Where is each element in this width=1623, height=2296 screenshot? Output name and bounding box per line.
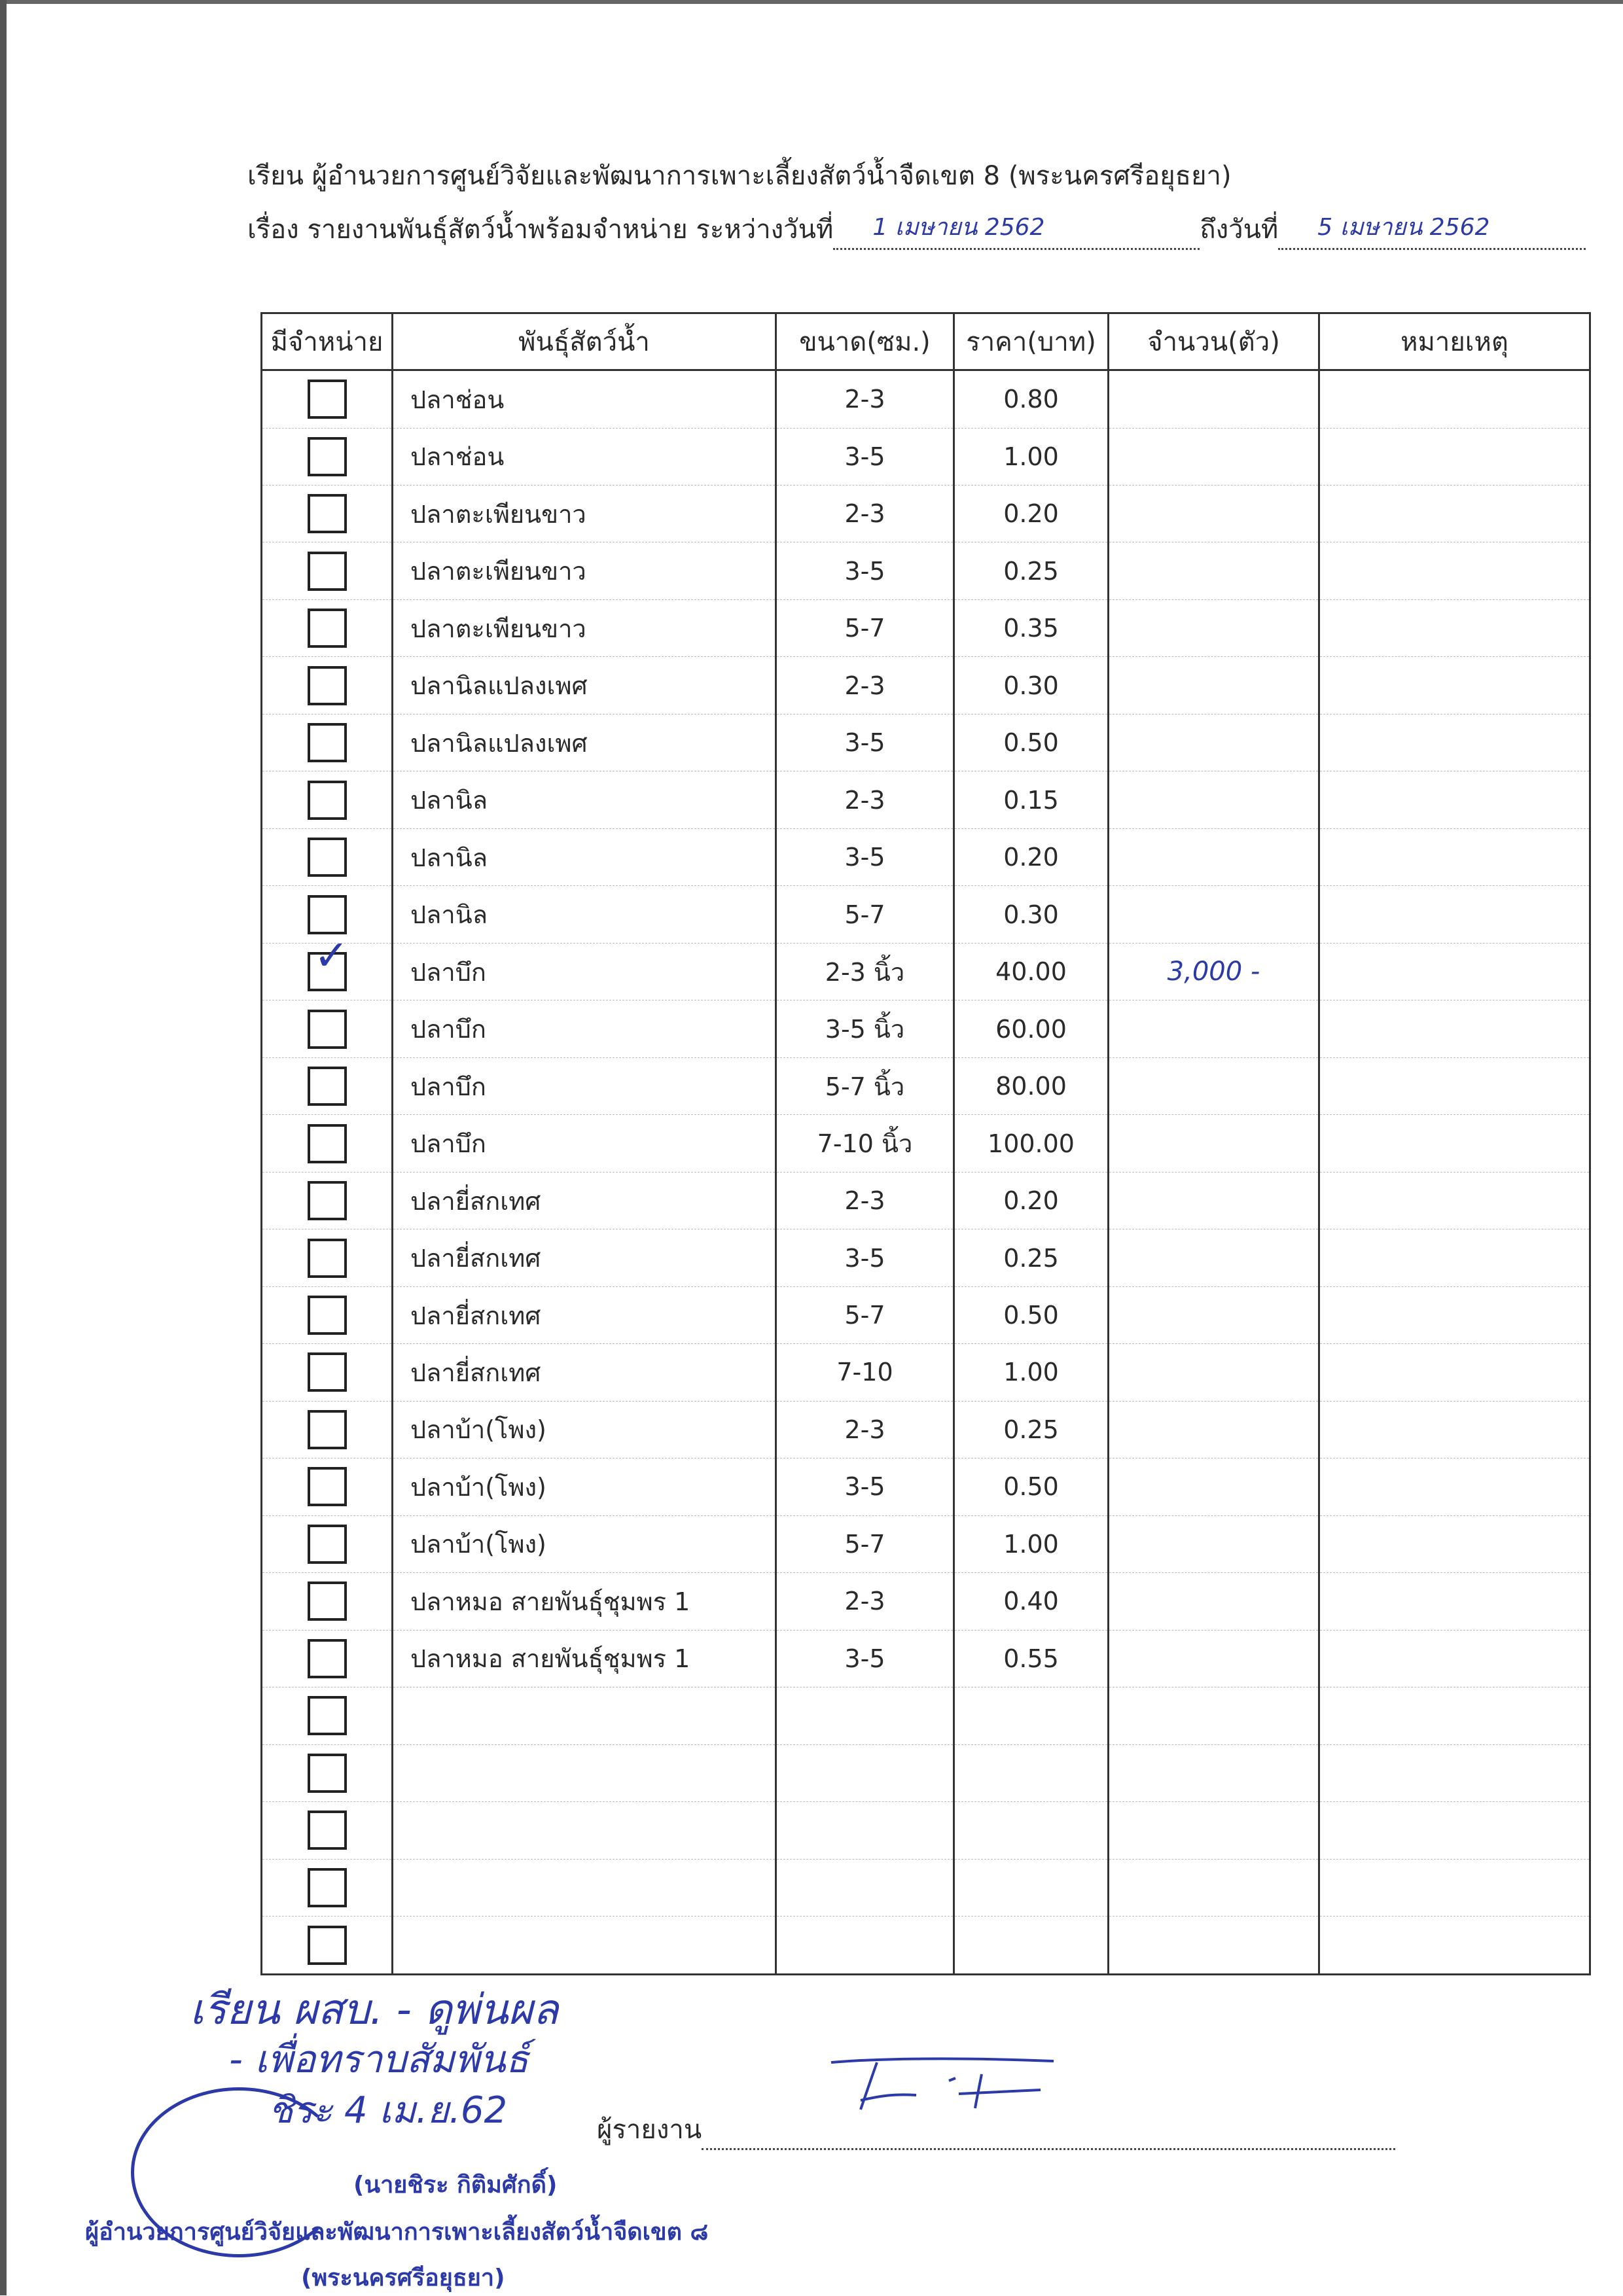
table-row <box>262 1859 1590 1916</box>
remarks-cell <box>1319 1401 1590 1458</box>
availability-cell <box>262 1515 393 1572</box>
price-cell <box>954 1859 1109 1916</box>
quantity-cell <box>1109 1172 1319 1229</box>
remarks-cell <box>1319 1000 1590 1057</box>
table-row <box>262 428 1590 485</box>
quantity-cell <box>1109 1057 1319 1114</box>
remarks-cell <box>1319 886 1590 943</box>
quantity-cell <box>1109 1401 1319 1458</box>
quantity-cell <box>1109 1515 1319 1572</box>
size-cell: 3-5 <box>776 714 954 771</box>
remarks-cell <box>1319 1916 1590 1975</box>
checkbox[interactable] <box>308 1639 347 1678</box>
price-cell: 1.00 <box>954 1344 1109 1401</box>
quantity-cell <box>1109 1115 1319 1172</box>
availability-cell <box>262 1458 393 1515</box>
quantity-cell <box>1109 771 1319 828</box>
size-cell: 5-7 <box>776 599 954 656</box>
size-cell: 2-3 <box>776 1401 954 1458</box>
checkbox[interactable] <box>308 1868 347 1907</box>
species-cell: ปลายี่สกเทศ <box>393 1286 776 1343</box>
quantity-cell <box>1109 1458 1319 1515</box>
table-row <box>262 943 1590 1000</box>
quantity-cell <box>1109 657 1319 714</box>
reporter-line <box>597 2108 1395 2150</box>
species-cell: ปลาตะเพียนขาว <box>393 599 776 656</box>
quantity-cell <box>1109 1802 1319 1859</box>
table-row <box>262 1172 1590 1229</box>
availability-cell <box>262 657 393 714</box>
table-row <box>262 1115 1590 1172</box>
remarks-cell <box>1319 657 1590 714</box>
page-top-edge <box>0 0 1623 4</box>
remarks-cell <box>1319 1057 1590 1114</box>
quantity-cell <box>1109 714 1319 771</box>
price-cell: 0.25 <box>954 542 1109 599</box>
checkbox[interactable] <box>308 552 347 591</box>
size-cell: 3-5 <box>776 428 954 485</box>
table-body <box>262 370 1590 1975</box>
stamp-name: (นายชิระ กิติมศักดิ์) <box>353 2172 558 2199</box>
table-row <box>262 828 1590 885</box>
remarks-cell <box>1319 1744 1590 1801</box>
availability-cell <box>262 1916 393 1975</box>
quantity-cell <box>1109 428 1319 485</box>
price-cell: 60.00 <box>954 1000 1109 1057</box>
size-cell: 2-3 <box>776 657 954 714</box>
species-cell: ปลาบ้า(โพง) <box>393 1515 776 1572</box>
table-row <box>262 599 1590 656</box>
availability-cell <box>262 1573 393 1630</box>
stamp-subtitle: (พระนครศรีอยุธยา) <box>301 2265 505 2291</box>
remarks-cell <box>1319 1515 1590 1572</box>
quantity-cell <box>1109 599 1319 656</box>
price-cell <box>954 1687 1109 1744</box>
availability-cell <box>262 1401 393 1458</box>
remarks-cell <box>1319 828 1590 885</box>
size-cell: 3-5 <box>776 1229 954 1286</box>
table-row <box>262 1458 1590 1515</box>
remarks-cell <box>1319 1687 1590 1744</box>
price-cell <box>954 1802 1109 1859</box>
table-header-row <box>262 313 1590 370</box>
checkbox[interactable] <box>308 1410 347 1449</box>
price-cell: 0.80 <box>954 370 1109 429</box>
species-cell: ปลานิล <box>393 886 776 943</box>
table-row <box>262 1000 1590 1057</box>
checkbox[interactable] <box>308 1467 347 1506</box>
approval-note-line-2: - เพื่อทราบสัมพันธ์ <box>229 2037 529 2081</box>
remarks-cell <box>1319 1630 1590 1687</box>
table-row <box>262 485 1590 542</box>
availability-cell <box>262 943 393 1000</box>
approval-note-line-1: เรียน ผสบ. - ดูพ่นผล <box>190 1986 559 2034</box>
species-cell: ปลานิล <box>393 771 776 828</box>
quantity-cell <box>1109 485 1319 542</box>
col-available: มีจำหน่าย <box>262 313 393 370</box>
checkbox[interactable] <box>308 380 347 419</box>
checkbox[interactable] <box>308 1296 347 1335</box>
checkbox[interactable] <box>308 1581 347 1621</box>
price-cell: 0.25 <box>954 1401 1109 1458</box>
remarks-cell <box>1319 599 1590 656</box>
table-row <box>262 1057 1590 1114</box>
species-cell: ปลาบึก <box>393 1000 776 1057</box>
table-row <box>262 1802 1590 1859</box>
checkbox[interactable] <box>308 437 347 476</box>
col-price: ราคา(บาท) <box>954 313 1109 370</box>
table-row <box>262 1401 1590 1458</box>
price-cell <box>954 1916 1109 1975</box>
species-cell <box>393 1744 776 1801</box>
price-cell: 0.20 <box>954 828 1109 885</box>
size-cell: 2-3 <box>776 1172 954 1229</box>
quantity-cell: 3,000 - <box>1109 943 1319 1000</box>
availability-cell <box>262 771 393 828</box>
availability-cell <box>262 714 393 771</box>
checkbox[interactable] <box>308 1352 347 1392</box>
approval-block <box>79 1976 709 2291</box>
availability-cell <box>262 828 393 885</box>
remarks-cell <box>1319 1115 1590 1172</box>
remarks-cell <box>1319 771 1590 828</box>
availability-cell <box>262 599 393 656</box>
col-remarks: หมายเหตุ <box>1319 313 1590 370</box>
remarks-cell <box>1319 485 1590 542</box>
size-cell: 2-3 <box>776 370 954 429</box>
price-cell: 1.00 <box>954 1515 1109 1572</box>
species-cell: ปลาบ้า(โพง) <box>393 1401 776 1458</box>
species-cell <box>393 1859 776 1916</box>
size-cell: 3-5 <box>776 542 954 599</box>
table-row <box>262 714 1590 771</box>
subject-line <box>247 208 1586 250</box>
table-row <box>262 1573 1590 1630</box>
availability-cell <box>262 1172 393 1229</box>
quantity-cell <box>1109 1229 1319 1286</box>
size-cell: 7-10 <box>776 1344 954 1401</box>
price-cell: 80.00 <box>954 1057 1109 1114</box>
price-cell: 0.40 <box>954 1573 1109 1630</box>
availability-cell <box>262 1000 393 1057</box>
checkbox[interactable] <box>308 1754 347 1793</box>
size-cell: 5-7 <box>776 1286 954 1343</box>
size-cell: 3-5 <box>776 1458 954 1515</box>
remarks-cell <box>1319 714 1590 771</box>
species-cell: ปลานิลแปลงเพศ <box>393 657 776 714</box>
remarks-cell <box>1319 1859 1590 1916</box>
price-cell: 0.30 <box>954 886 1109 943</box>
availability-cell <box>262 1229 393 1286</box>
availability-cell <box>262 542 393 599</box>
reporter-field <box>702 2125 1395 2150</box>
table-row <box>262 886 1590 943</box>
table-row <box>262 657 1590 714</box>
to-date-field <box>1278 214 1586 250</box>
price-cell: 0.30 <box>954 657 1109 714</box>
checkbox[interactable] <box>308 1181 347 1220</box>
availability-cell <box>262 1115 393 1172</box>
size-cell <box>776 1687 954 1744</box>
checkbox[interactable] <box>308 609 347 648</box>
price-cell <box>954 1744 1109 1801</box>
quantity-cell <box>1109 370 1319 429</box>
species-cell: ปลานิลแปลงเพศ <box>393 714 776 771</box>
quantity-cell <box>1109 1630 1319 1687</box>
checkbox[interactable] <box>308 494 347 533</box>
table-row <box>262 542 1590 599</box>
size-cell: 5-7 <box>776 1515 954 1572</box>
checkbox[interactable] <box>308 781 347 820</box>
table-row <box>262 1515 1590 1572</box>
quantity-cell <box>1109 886 1319 943</box>
remarks-cell <box>1319 370 1590 429</box>
remarks-cell <box>1319 1172 1590 1229</box>
price-cell: 1.00 <box>954 428 1109 485</box>
price-cell: 0.20 <box>954 485 1109 542</box>
addressee-line: เรียน ผู้อำนวยการศูนย์วิจัยและพัฒนาการเพาะเลี้ยงสัตว์น้ำจืดเขต 8 (พระนครศรีอยุธยา) <box>247 161 1232 191</box>
quantity-cell <box>1109 1744 1319 1801</box>
remarks-cell <box>1319 1458 1590 1515</box>
table-row <box>262 1229 1590 1286</box>
price-cell: 0.50 <box>954 1458 1109 1515</box>
checkbox-checked[interactable] <box>308 943 349 991</box>
table-row <box>262 1344 1590 1401</box>
col-species: พันธุ์สัตว์น้ำ <box>393 313 776 370</box>
remarks-cell <box>1319 1802 1590 1859</box>
species-cell: ปลาหมอ สายพันธุ์ชุมพร 1 <box>393 1573 776 1630</box>
remarks-cell <box>1319 428 1590 485</box>
species-cell: ปลาช่อน <box>393 428 776 485</box>
remarks-cell <box>1319 542 1590 599</box>
checkbox[interactable] <box>308 1010 347 1049</box>
quantity-cell <box>1109 1286 1319 1343</box>
price-cell: 40.00 <box>954 943 1109 1000</box>
quantity-cell <box>1109 542 1319 599</box>
quantity-cell <box>1109 1573 1319 1630</box>
checkbox[interactable] <box>308 1067 347 1106</box>
species-table <box>260 312 1591 1975</box>
size-cell: 2-3 นิ้ว <box>776 943 954 1000</box>
from-date-handwriting: 1 เมษายน 2562 <box>872 214 1045 241</box>
approval-signature: ชิระ 4 เม.ย.62 <box>268 2089 508 2132</box>
size-cell <box>776 1916 954 1975</box>
availability-cell <box>262 886 393 943</box>
table-row <box>262 771 1590 828</box>
size-cell <box>776 1802 954 1859</box>
size-cell: 2-3 <box>776 1573 954 1630</box>
species-cell: ปลาตะเพียนขาว <box>393 542 776 599</box>
availability-cell <box>262 1344 393 1401</box>
table-row <box>262 1687 1590 1744</box>
size-cell: 3-5 <box>776 828 954 885</box>
availability-cell <box>262 1802 393 1859</box>
checkbox[interactable] <box>308 1810 347 1850</box>
table-row <box>262 370 1590 429</box>
stamp-title: ผู้อำนวยการศูนย์วิจัยและพัฒนาการเพาะเลี้ยงสัตว์น้ำจืดเขต ๘ <box>85 2219 709 2246</box>
species-cell: ปลาบึก <box>393 943 776 1000</box>
quantity-cell <box>1109 1687 1319 1744</box>
size-cell: 2-3 <box>776 485 954 542</box>
species-cell: ปลาหมอ สายพันธุ์ชุมพร 1 <box>393 1630 776 1687</box>
species-cell: ปลายี่สกเทศ <box>393 1172 776 1229</box>
page-left-edge <box>0 0 7 2295</box>
availability-cell <box>262 485 393 542</box>
col-size: ขนาด(ซม.) <box>776 313 954 370</box>
size-cell <box>776 1744 954 1801</box>
availability-cell <box>262 1687 393 1744</box>
price-cell: 0.20 <box>954 1172 1109 1229</box>
size-cell: 3-5 นิ้ว <box>776 1000 954 1057</box>
species-cell <box>393 1916 776 1975</box>
size-cell: 7-10 นิ้ว <box>776 1115 954 1172</box>
to-date-handwriting: 5 เมษายน 2562 <box>1317 214 1490 241</box>
price-cell: 0.50 <box>954 1286 1109 1343</box>
checkbox[interactable] <box>308 895 347 934</box>
table-row <box>262 1630 1590 1687</box>
price-cell: 0.25 <box>954 1229 1109 1286</box>
checkbox[interactable] <box>308 838 347 877</box>
checkbox[interactable] <box>308 1525 347 1564</box>
species-cell: ปลายี่สกเทศ <box>393 1344 776 1401</box>
table-row <box>262 1916 1590 1975</box>
subject-prefix: เรื่อง รายงานพันธุ์สัตว์น้ำพร้อมจำหน่าย ระหว่างวันที่ <box>247 215 834 245</box>
species-cell: ปลาบึก <box>393 1057 776 1114</box>
size-cell: 5-7 นิ้ว <box>776 1057 954 1114</box>
checkbox[interactable] <box>308 1124 347 1163</box>
checkbox[interactable] <box>308 723 347 762</box>
species-cell: ปลานิล <box>393 828 776 885</box>
size-cell: 2-3 <box>776 771 954 828</box>
price-cell: 100.00 <box>954 1115 1109 1172</box>
quantity-cell <box>1109 1000 1319 1057</box>
from-date-field <box>833 214 1200 250</box>
check-mark-icon: ✓ <box>313 943 349 981</box>
species-cell <box>393 1687 776 1744</box>
species-cell <box>393 1802 776 1859</box>
quantity-cell <box>1109 1859 1319 1916</box>
quantity-cell <box>1109 828 1319 885</box>
size-cell <box>776 1859 954 1916</box>
species-cell: ปลาตะเพียนขาว <box>393 485 776 542</box>
remarks-cell <box>1319 943 1590 1000</box>
availability-cell <box>262 1744 393 1801</box>
species-cell: ปลาบึก <box>393 1115 776 1172</box>
checkbox[interactable] <box>308 1239 347 1278</box>
availability-cell <box>262 1630 393 1687</box>
price-cell: 0.50 <box>954 714 1109 771</box>
remarks-cell <box>1319 1286 1590 1343</box>
reporter-signature <box>825 2055 1060 2113</box>
availability-cell <box>262 1286 393 1343</box>
to-date-label: ถึงวันที่ <box>1200 215 1279 245</box>
species-cell: ปลาช่อน <box>393 370 776 429</box>
checkbox[interactable] <box>308 666 347 705</box>
availability-cell <box>262 428 393 485</box>
price-cell: 0.35 <box>954 599 1109 656</box>
availability-cell <box>262 1859 393 1916</box>
checkbox[interactable] <box>308 1696 347 1735</box>
remarks-cell <box>1319 1344 1590 1401</box>
species-cell: ปลาบ้า(โพง) <box>393 1458 776 1515</box>
table-row <box>262 1744 1590 1801</box>
table-row <box>262 1286 1590 1343</box>
availability-cell <box>262 1057 393 1114</box>
remarks-cell <box>1319 1229 1590 1286</box>
size-cell: 5-7 <box>776 886 954 943</box>
quantity-cell <box>1109 1344 1319 1401</box>
price-cell: 0.55 <box>954 1630 1109 1687</box>
checkbox[interactable] <box>308 1926 347 1965</box>
reporter-label: ผู้รายงาน <box>597 2115 702 2145</box>
quantity-cell <box>1109 1916 1319 1975</box>
col-quantity: จำนวน(ตัว) <box>1109 313 1319 370</box>
availability-cell <box>262 370 393 429</box>
size-cell: 3-5 <box>776 1630 954 1687</box>
species-cell: ปลายี่สกเทศ <box>393 1229 776 1286</box>
remarks-cell <box>1319 1573 1590 1630</box>
price-cell: 0.15 <box>954 771 1109 828</box>
